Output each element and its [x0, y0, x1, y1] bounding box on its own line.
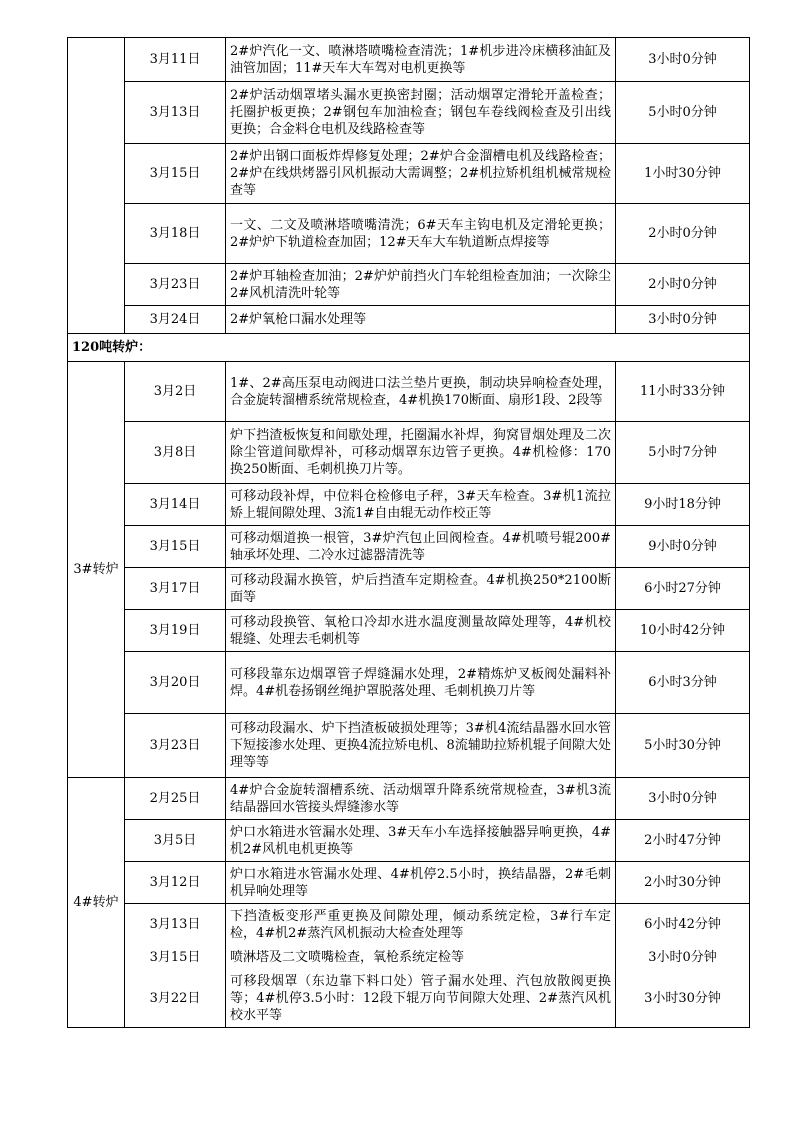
- table-row: [68, 862, 750, 904]
- description-cell: 炉下挡渣板恢复和间歇处理，托圈漏水补焊，狗窝冒烟处理及二次除尘管道间歇焊补，可移动烟罩东边管子更换。4#机检修：170换250断面、毛刺机换刀片等。: [226, 422, 616, 484]
- date-cell: 3月13日: [125, 82, 226, 144]
- description-cell: 可移动段补焊，中位料仓检修电子秤，3#天车检查。3#机1流拉矫上辊间隙处理、3流1#自由辊无动作校正等: [226, 484, 616, 526]
- table-row: [68, 778, 750, 820]
- table-row: [68, 526, 750, 568]
- table-row: [68, 970, 750, 1028]
- section-header-row: [68, 334, 750, 362]
- description-cell: 2#炉活动烟罩堵头漏水更换密封圈；活动烟罩定滑轮开盖检查；托圈护板更换；2#钢包车加油检查；钢包车卷线阀检查及引出线更换；合金料仓电机及线路检查等: [226, 82, 616, 144]
- description-cell: 一文、二文及喷淋塔喷嘴清洗；6#天车主钩电机及定滑轮更换；2#炉炉下轨道检查加固；12#天车大车轨道断点焊接等: [226, 204, 616, 264]
- duration-cell: 5小时0分钟: [616, 82, 750, 144]
- duration-cell: 2小时47分钟: [616, 820, 750, 862]
- group-label-4: 4#转炉: [68, 778, 125, 1028]
- date-cell: 3月24日: [125, 306, 226, 334]
- date-cell: 3月23日: [125, 264, 226, 306]
- description-cell: 2#炉汽化一文、喷淋塔喷嘴检查清洗；1#机步进冷床横移油缸及油管加固；11#天车大车驾对电机更换等: [226, 38, 616, 82]
- table-row: [68, 422, 750, 484]
- duration-cell: 11小时33分钟: [616, 362, 750, 422]
- description-cell: 4#炉合金旋转溜槽系统、活动烟罩升降系统常规检查，3#机3流结晶器回水管接头焊缝渗水等: [226, 778, 616, 820]
- date-cell: 3月15日: [125, 946, 226, 970]
- date-cell: 3月15日: [125, 144, 226, 204]
- duration-cell: 3小时0分钟: [616, 306, 750, 334]
- date-cell: 3月12日: [125, 862, 226, 904]
- date-cell: 3月2日: [125, 362, 226, 422]
- date-cell: 3月20日: [125, 652, 226, 714]
- date-cell: 3月22日: [125, 970, 226, 1028]
- description-cell: 可移动段漏水换管，炉后挡渣车定期检查。4#机换250*2100断面等: [226, 568, 616, 610]
- duration-cell: 6小时3分钟: [616, 652, 750, 714]
- date-cell: 3月8日: [125, 422, 226, 484]
- duration-cell: 2小时0分钟: [616, 204, 750, 264]
- description-cell: 可移段靠东边烟罩管子焊缝漏水处理，2#精炼炉叉板阀处漏料补焊。4#机卷扬钢丝绳护罩脱落处理、毛刺机换刀片等: [226, 652, 616, 714]
- table-row: [68, 82, 750, 144]
- duration-cell: 6小时27分钟: [616, 568, 750, 610]
- duration-cell: 1小时30分钟: [616, 144, 750, 204]
- date-cell: 3月19日: [125, 610, 226, 652]
- group-label-3: 3#转炉: [68, 362, 125, 778]
- description-cell: 2#炉耳轴检查加油；2#炉炉前挡火门车轮组检查加油；一次除尘2#风机清洗叶轮等: [226, 264, 616, 306]
- description-cell: 1#、2#高压泵电动阀进口法兰垫片更换，制动块异响检查处理，合金旋转溜槽系统常规检查，4#机换170断面、扇形1段、2段等: [226, 362, 616, 422]
- table-row: [68, 946, 750, 970]
- duration-cell: 5小时7分钟: [616, 422, 750, 484]
- description-cell: 炉口水箱进水管漏水处理、3#天车小车选择接触器异响更换，4#机2#风机电机更换等: [226, 820, 616, 862]
- description-cell: 可移动段漏水、炉下挡渣板破损处理等；3#机4流结晶器水回水管下短接渗水处理、更换4流拉矫电机、8流辅助拉矫机辊子间隙大处理等等: [226, 714, 616, 778]
- table-row: [68, 204, 750, 264]
- description-cell: 可移动烟道换一根管，3#炉汽包止回阀检查。4#机喷号辊200#轴承坏处理、二冷水过滤器清洗等: [226, 526, 616, 568]
- description-cell: 可移段烟罩（东边靠下料口处）管子漏水处理、汽包放散阀更换等；4#机停3.5小时：12段下辊万向节间隙大处理、2#蒸汽风机校水平等: [226, 970, 616, 1028]
- date-cell: 2月25日: [125, 778, 226, 820]
- date-cell: 3月23日: [125, 714, 226, 778]
- table-row: [68, 652, 750, 714]
- duration-cell: 9小时18分钟: [616, 484, 750, 526]
- table-row: [68, 144, 750, 204]
- table-row: [68, 714, 750, 778]
- table-row: [68, 264, 750, 306]
- date-cell: 3月18日: [125, 204, 226, 264]
- duration-cell: 3小时0分钟: [616, 778, 750, 820]
- duration-cell: 9小时0分钟: [616, 526, 750, 568]
- table-row: [68, 820, 750, 862]
- date-cell: 3月5日: [125, 820, 226, 862]
- duration-cell: 2小时30分钟: [616, 862, 750, 904]
- duration-cell: 3小时0分钟: [616, 38, 750, 82]
- maintenance-schedule-table: [67, 37, 750, 1028]
- description-cell: 下挡渣板变形严重更换及间隙处理，倾动系统定检，3#行车定检，4#机2#蒸汽风机振动大检查处理等: [226, 904, 616, 946]
- section-title: 120吨转炉：: [68, 334, 750, 362]
- date-cell: 3月11日: [125, 38, 226, 82]
- table-row: [68, 484, 750, 526]
- duration-cell: 3小时0分钟: [616, 946, 750, 970]
- table-row: [68, 610, 750, 652]
- description-cell: 炉口水箱进水管漏水处理、4#机停2.5小时，换结晶器，2#毛刺机异响处理等: [226, 862, 616, 904]
- date-cell: 3月15日: [125, 526, 226, 568]
- duration-cell: 5小时30分钟: [616, 714, 750, 778]
- date-cell: 3月14日: [125, 484, 226, 526]
- description-cell: 2#炉出钢口面板炸焊修复处理；2#炉合金溜槽电机及线路检查；2#炉在线烘烤器引风机振动大需调整；2#机拉矫机组机械常规检查等: [226, 144, 616, 204]
- duration-cell: 10小时42分钟: [616, 610, 750, 652]
- table-row: [68, 362, 750, 422]
- duration-cell: 3小时30分钟: [616, 970, 750, 1028]
- duration-cell: 6小时42分钟: [616, 904, 750, 946]
- description-cell: 喷淋塔及二文喷嘴检查，氧枪系统定检等: [226, 946, 616, 970]
- duration-cell: 2小时0分钟: [616, 264, 750, 306]
- date-cell: 3月13日: [125, 904, 226, 946]
- table-row: [68, 38, 750, 82]
- description-cell: 可移动段换管、氧枪口冷却水进水温度测量故障处理等，4#机校辊缝、处理去毛刺机等: [226, 610, 616, 652]
- table-row: [68, 306, 750, 334]
- description-cell: 2#炉氧枪口漏水处理等: [226, 306, 616, 334]
- table-row: [68, 904, 750, 946]
- date-cell: 3月17日: [125, 568, 226, 610]
- group-cell-continued: [68, 38, 125, 334]
- table-row: [68, 568, 750, 610]
